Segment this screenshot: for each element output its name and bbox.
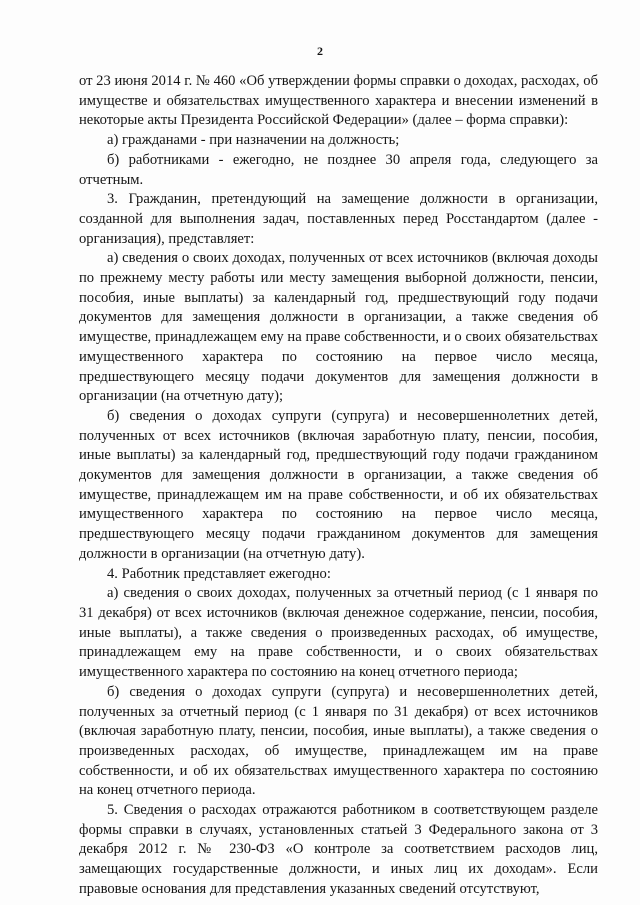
- paragraph-item-4b: б) сведения о доходах супруги (супруга) и несовершеннолетних детей, полученных за отчетный период (с 1 января по 31 декабря) от всех источников (включая заработную плату, пенсии, пособия, иные выплаты), а также сведения о произведенных расходах, об имуществе, принадлежащем им на праве собственности, и об их обязательствах имущественного характера по состоянию на конец отчетного периода.: [79, 683, 598, 799]
- paragraph-item-2a: а) гражданами - при назначении на должность;: [107, 132, 400, 149]
- paragraph-item-4a: а) сведения о своих доходах, полученных за отчетный период (с 1 января по 31 декабря) от всех источников (включая денежное содержание, пенсии, пособия, иные выплаты), а также сведения о произведенных расходах, об имуществе, принадлежащем ему на праве собственности, и о своих обязательствах имущественного характера по состоянию на конец отчетного периода;: [79, 585, 598, 681]
- paragraph-intro-continuation: от 23 июня 2014 г. № 460 «Об утверждении формы справки о доходах, расходах, об имуществе и обязательствах имущественного характера и внесении изменений в некоторые акты Президента Российской Федерации» (далее – форма справки):: [79, 73, 598, 129]
- paragraph-item-2b: б) работниками - ежегодно, не позднее 30 апреля года, следующего за отчетным.: [79, 151, 598, 188]
- paragraph-section-4: 4. Работник представляет ежегодно:: [107, 565, 331, 582]
- paragraph-section-5: 5. Сведения о расходах отражаются работником в соответствующем разделе формы справки в случаях, установленных статьей 3 Федерального закона от 3 декабря 2012 г. № 230-ФЗ «О контроле за соответствием расходов лиц, замещающих государственные должности, и иных лиц их доходам». Если правовые основания для представления указанных сведений отсутствуют,: [79, 802, 598, 897]
- paragraph-item-3a: а) сведения о своих доходах, полученных от всех источников (включая доходы по прежнему месту работы или месту замещения выборной должности, пенсии, пособия, иные выплаты) за календарный год, предшествующий году подачи документов для замещения должности в организации, а также сведения об имуществе, принадлежащем ему на праве собственности, и о своих обязательствах имущественного характера по состоянию на первое число месяца, предшествующего месяцу подачи документов для замещения должности в организации (на отчетную дату);: [79, 250, 598, 405]
- paragraph-item-3b: б) сведения о доходах супруги (супруга) и несовершеннолетних детей, полученных от всех источников (включая заработную плату, пенсии, пособия, иные выплаты) за календарный год, предшествующий году подачи гражданином документов для замещения должности в организации, а также сведения об имуществе, принадлежащем им на праве собственности, и об их обязательствах имущественного характера по состоянию на первое число месяца, предшествующего месяцу подачи гражданином документов для замещения должности в организации (на отчетную дату).: [79, 407, 598, 562]
- document-body: [79, 72, 598, 900]
- page-number: 2: [317, 44, 323, 58]
- paragraph-section-3: 3. Гражданин, претендующий на замещение должности в организации, созданной для выполнения задач, поставленных перед Росстандартом (далее - организация), представляет:: [79, 191, 598, 247]
